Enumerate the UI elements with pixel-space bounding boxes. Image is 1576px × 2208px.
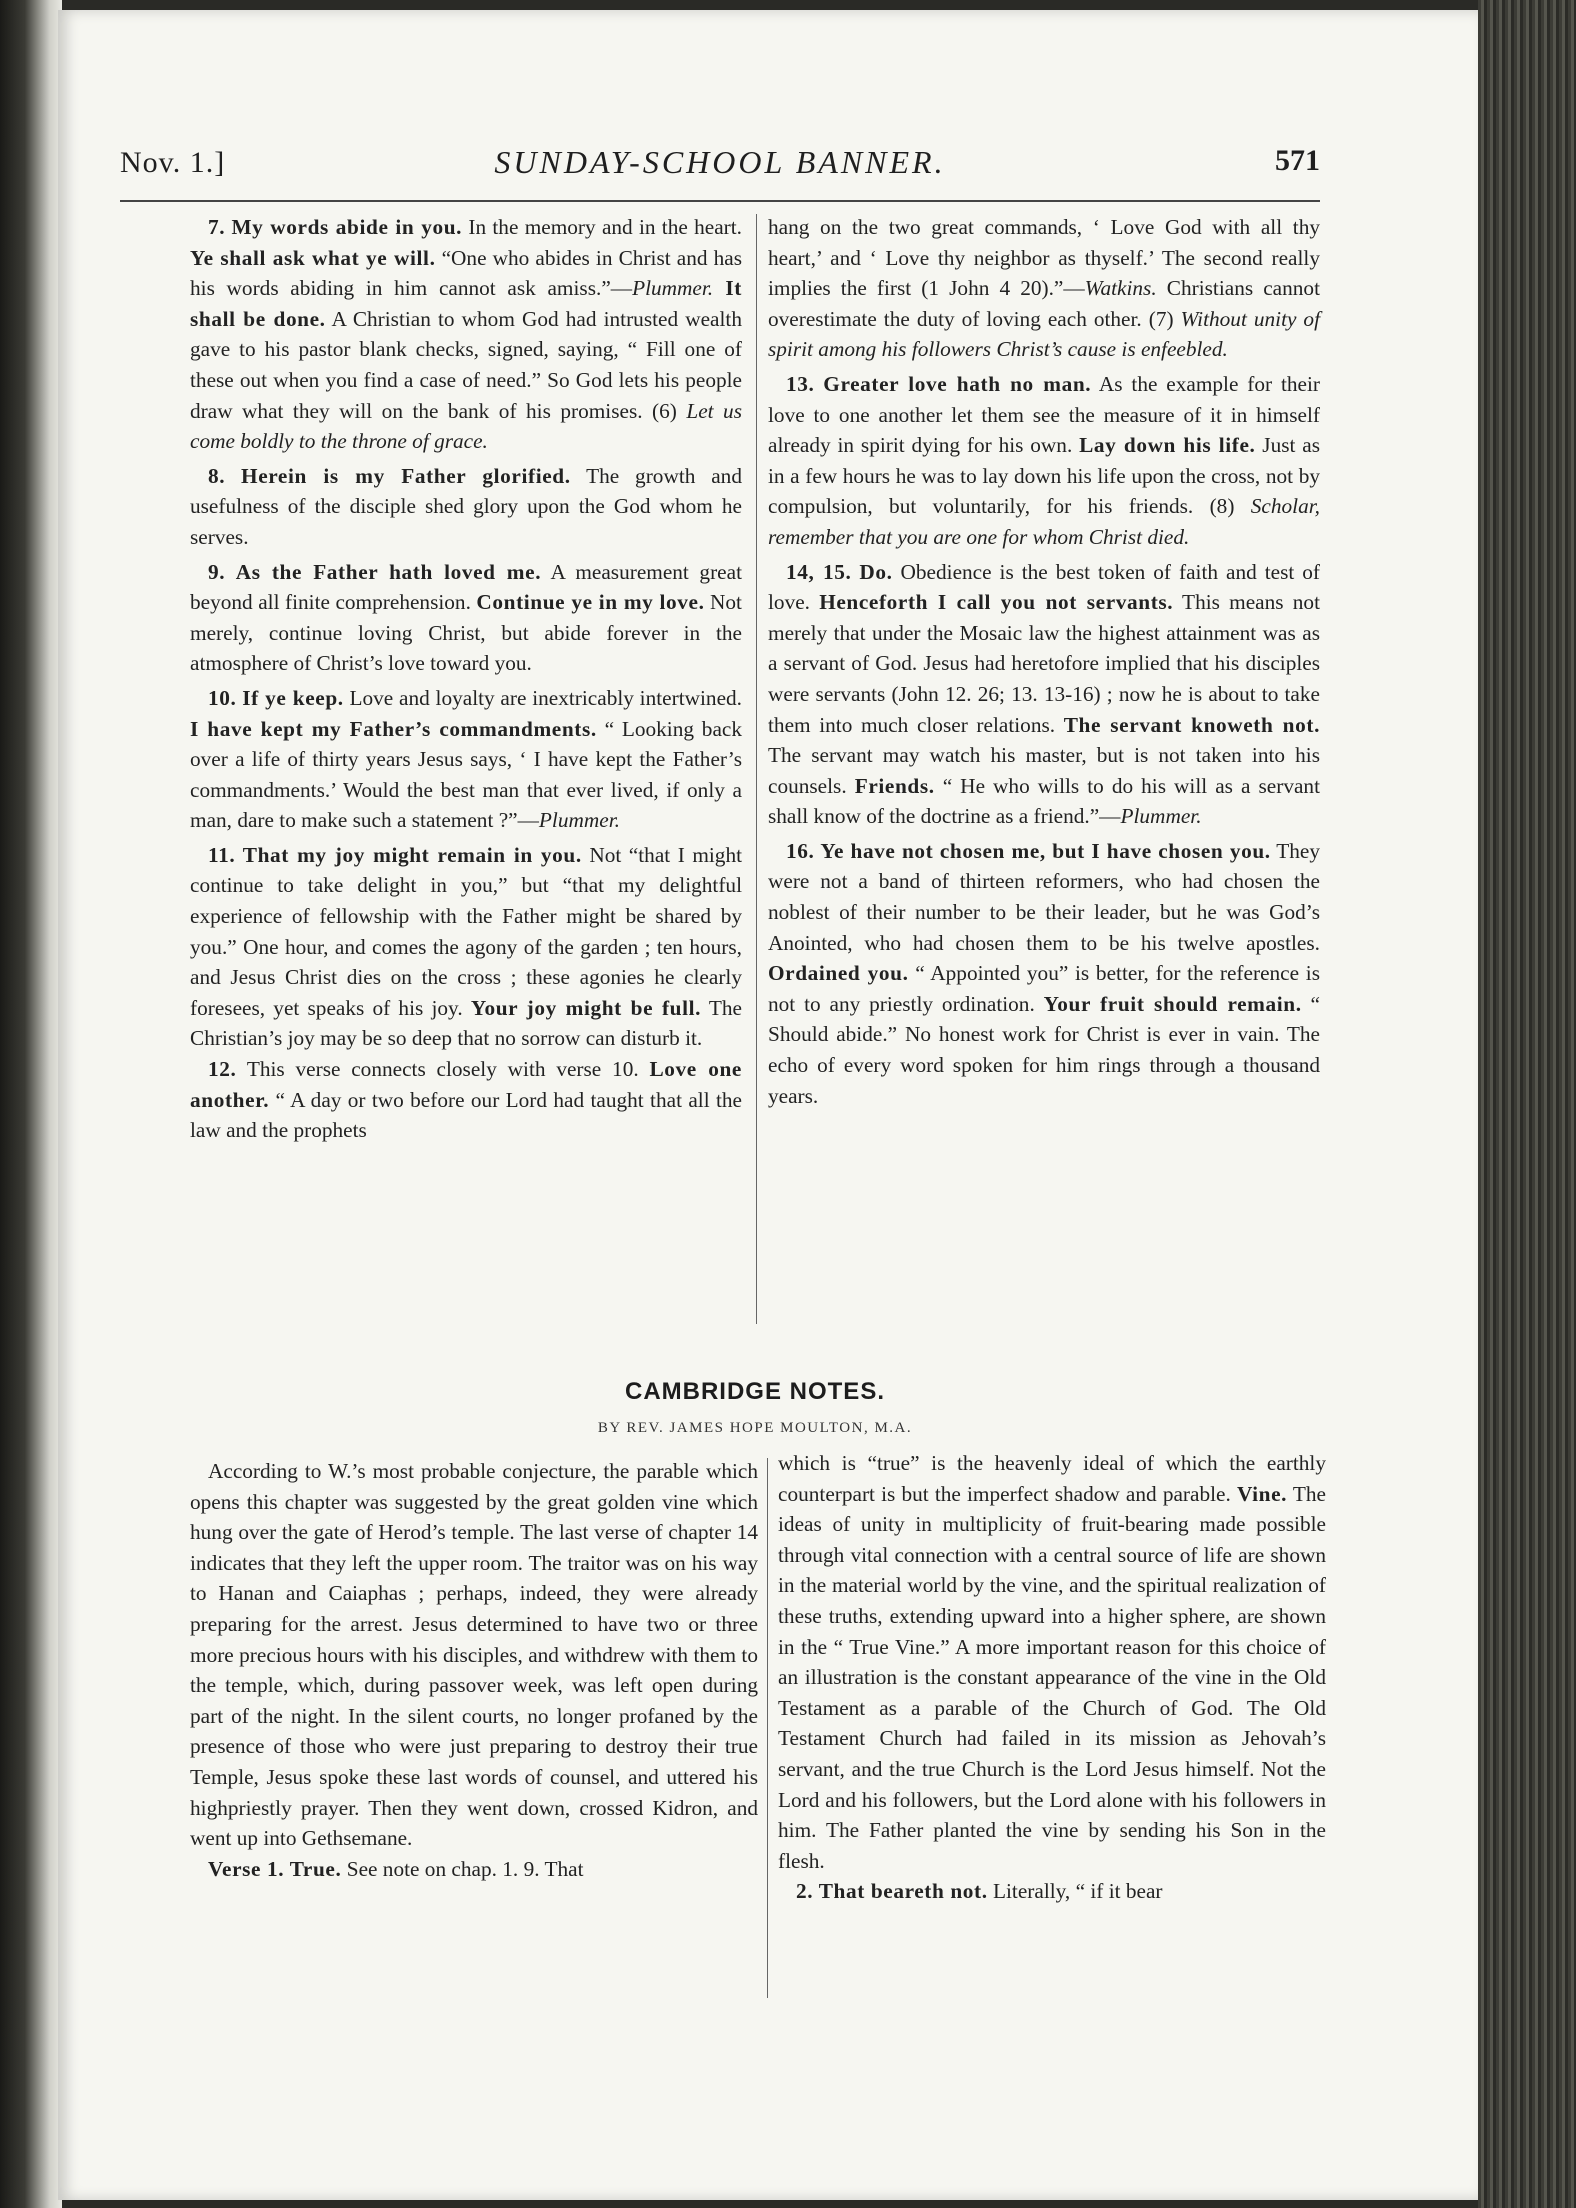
bold-phrase: Continue ye in my love. xyxy=(476,590,705,615)
bold-phrase: Your fruit should remain. xyxy=(1043,991,1302,1016)
verse-8-note xyxy=(190,461,742,553)
verse-2-note xyxy=(778,1876,1326,1907)
verse-number: 14, 15. xyxy=(786,559,852,584)
attribution: Plummer. xyxy=(1120,804,1202,829)
cambridge-intro: According to W.’s most probable conjecture, the parable which opens this chapter was suggested by the great golden vine which hung over the gate of Herod’s temple. The last verse of chapter 14 indicates that they left the upper room. The traitor was on his way to Hanan and Caiaphas ; perhaps, indeed, they were already preparing for the arrest. Jesus determined to have two or three more precious hours with his disciples, and withdrew with them to the temple, which, during passover week, was left open during part of the night. In the silent courts, no longer profaned by the presence of those who were just preparing to destroy their true Temple, Jesus spoke these last words of counsel, and uttered his highpriestly prayer. Then they went down, crossed Kidron, and went up into Gethsemane. xyxy=(190,1459,758,1851)
note-text: hang on the two great commands, ‘ Love God with all thy heart,’ and ‘ Love thy neighbor as thyself.’ The second really implies the first (1 John 4 20).”— xyxy=(768,215,1320,301)
note-text: The servant may watch his master, but is not taken into his counsels. xyxy=(768,743,1320,798)
bold-phrase: Friends. xyxy=(854,773,935,798)
bold-phrase: Ye have not chosen me, but I have chosen you. xyxy=(820,838,1271,863)
column-divider-lower xyxy=(767,1458,768,1998)
note-text: “ He who wills to do his will as a servant shall know of the doctrine as a friend.”— xyxy=(768,773,1320,829)
bold-phrase: If ye keep. xyxy=(242,685,344,710)
note-text: “ Appointed you” is better, for the reference is not to any priestly ordination. xyxy=(768,961,1320,1016)
note-text: A measurement great beyond all finite comprehension. xyxy=(190,559,742,615)
note-text: “ Should abide.” No honest work for Christ is ever in vain. The echo of every word spoken for him rings through a thousand years. xyxy=(768,991,1320,1108)
column-divider xyxy=(756,214,757,1324)
bold-phrase: As the Father hath loved me. xyxy=(235,559,542,584)
note-text: Christians cannot overestimate the duty of loving each other. (7) xyxy=(768,276,1320,331)
running-header xyxy=(120,140,1320,184)
verse-13-note xyxy=(768,369,1320,553)
header-title: SUNDAY-SCHOOL BANNER. xyxy=(494,144,946,180)
note-text: Obedience is the best token of faith and test of love. xyxy=(768,559,1320,615)
bold-phrase: Henceforth I call you not servants. xyxy=(819,590,1174,615)
bold-phrase: Vine. xyxy=(1236,1481,1288,1506)
verse-number: 13. xyxy=(786,371,815,396)
verse-14-15-note xyxy=(768,557,1320,832)
cambridge-column-right xyxy=(778,1448,1326,1907)
verse-number: 10. xyxy=(208,685,237,710)
verse-number: 16. xyxy=(786,838,815,863)
bold-phrase: I have kept my Father’s commandments. xyxy=(190,716,597,741)
header-date: Nov. 1.] xyxy=(120,146,226,179)
note-text: The ideas of unity in multiplicity of fruit-bearing made possible through vital connection with a central source of life are shown in the material world by the vine, and the spiritual realization of these truths, extending upward into a higher sphere, are shown in the “ True Vine.” A more important reason for this choice of an illustration is the constant appearance of the vine in the Old Testament as a parable of the Church of God. The Old Testament Church had failed in its mission as Jehovah’s servant, and the true Church is the Lord Jesus himself. Not the Lord and his followers, but the Lord alone with his followers in him. The Father planted the vine by sending his Son in the flesh. xyxy=(778,1481,1326,1873)
attribution: Watkins. xyxy=(1084,276,1157,301)
note-text: As the example for their love to one another let them see the measure of it in himself already in spirit dying for his own. xyxy=(768,371,1320,458)
note-text: In the memory and in the heart. xyxy=(462,215,742,239)
bold-phrase: Love one another. xyxy=(190,1057,742,1112)
note-text: Not merely, continue loving Christ, but abide forever in the atmosphere of Christ’s love toward you. xyxy=(190,590,742,676)
column-left xyxy=(190,212,742,1146)
attribution: Plummer. xyxy=(538,808,620,833)
cambridge-column-left xyxy=(190,1456,758,1884)
verse-12-continued xyxy=(768,212,1320,365)
verse-11-note xyxy=(190,840,742,1054)
note-text: The growth and usefulness of the disciple shed glory upon the God whom he serves. xyxy=(190,463,742,549)
note-text: They were not a band of thirteen reformers, who had chosen the noblest of their number to be their leader, but he was God’s Anointed, who had chosen them to be his twelve apostles. xyxy=(768,838,1321,955)
bold-phrase: The servant knoweth not. xyxy=(1063,712,1320,737)
note-text: Love and loyalty are inextricably intertwined. xyxy=(343,685,742,710)
verse-1-note xyxy=(190,1854,758,1885)
bold-phrase: Ye shall ask what ye will. xyxy=(190,245,436,270)
verse-number: 9. xyxy=(208,559,226,584)
attribution: Plummer. xyxy=(632,276,714,301)
note-text: The Christian’s joy may be so deep that no sorrow can disturb it. xyxy=(190,995,742,1051)
note-text: “One who abides in Christ and has his words abiding in him cannot ask amiss.”— xyxy=(190,245,742,301)
bold-phrase: Herein is my Father glorified. xyxy=(241,463,571,488)
bold-phrase: Your joy might be full. xyxy=(470,995,702,1020)
bold-phrase: It shall be done. xyxy=(190,276,742,331)
verse-number: 8. xyxy=(208,463,226,488)
verse-10-note xyxy=(190,683,742,836)
bold-phrase: Verse 1. True. xyxy=(208,1856,342,1881)
verse-16-note xyxy=(768,836,1320,1111)
header-rule xyxy=(120,200,1320,202)
page-number: 571 xyxy=(1275,144,1320,177)
bold-phrase: Do. xyxy=(859,559,893,584)
verse-12-note xyxy=(190,1054,742,1146)
note-text: “ A day or two before our Lord had taught that all the law and the prophets xyxy=(190,1087,742,1143)
note-text: Not “that I might continue to take delight in you,” but “that my delightful experience of fellowship with the Father might be shared by you.” One hour, and comes the agony of the garden ; ten hours, and Jesus Christ dies on the cross ; these agonies he clearly foresees, yet speaks of his joy. xyxy=(190,842,743,1020)
bold-phrase: Greater love hath no man. xyxy=(823,371,1092,396)
verse-7-note xyxy=(190,212,742,457)
verse-number: 12. xyxy=(208,1057,237,1082)
note-text: See note on chap. 1. 9. That xyxy=(341,1856,584,1881)
bold-phrase: My words abide in you. xyxy=(231,215,463,239)
note-text: This means not merely that under the Mosaic law the highest attainment was as a servant of God. Jesus had heretofore implied that his disciples were servants (John 12. 26; 13. 13-16) ; now he is about to take them into much closer relations. xyxy=(768,590,1320,737)
column-right xyxy=(768,212,1320,1111)
verse-number: 11. xyxy=(208,842,236,867)
bold-phrase: Ordained you. xyxy=(768,961,909,986)
verse-9-note xyxy=(190,557,742,679)
note-text: This verse connects closely with verse 10. xyxy=(236,1057,650,1082)
bold-phrase: That my joy might remain in you. xyxy=(242,842,582,867)
bold-phrase: Lay down his life. xyxy=(1079,433,1256,458)
note-text: which is “true” is the heavenly ideal of which the earthly counterpart is but the imperfect shadow and parable. xyxy=(778,1451,1326,1506)
note-text: “ Looking back over a life of thirty years Jesus says, ‘ I have kept the Father’s commandments.’ Would the best man that ever lived, if only a man, dare to make such a statement ?”— xyxy=(190,716,742,833)
note-text: Literally, “ if it bear xyxy=(987,1879,1163,1904)
italic-lesson: Let us come boldly to the throne of grace. xyxy=(190,398,742,454)
page-edges xyxy=(1478,0,1576,2208)
section-title: CAMBRIDGE NOTES. xyxy=(624,1378,885,1405)
note-text: A Christian to whom God had intrusted wealth gave to his pastor blank checks, signed, saying, “ Fill one of these out when you find a case of need.” So God lets his people draw what they will on the bank of his promises. (6) xyxy=(190,306,742,423)
verse-1-continued xyxy=(778,1448,1326,1876)
italic-lesson: Scholar, remember that you are one for whom Christ died. xyxy=(768,494,1320,549)
book-gutter xyxy=(0,0,62,2208)
note-text: Just as in a few hours he was to lay down his life upon the cross, not by compulsion, but voluntarily, for his friends. (8) xyxy=(768,433,1321,519)
bold-phrase: 2. That beareth not. xyxy=(796,1879,988,1904)
italic-lesson: Without unity of spirit among his followers Christ’s cause is enfeebled. xyxy=(768,306,1320,362)
verse-number: 7. xyxy=(208,215,226,239)
byline: BY REV. JAMES HOPE MOULTON, M.A. xyxy=(597,1420,913,1436)
